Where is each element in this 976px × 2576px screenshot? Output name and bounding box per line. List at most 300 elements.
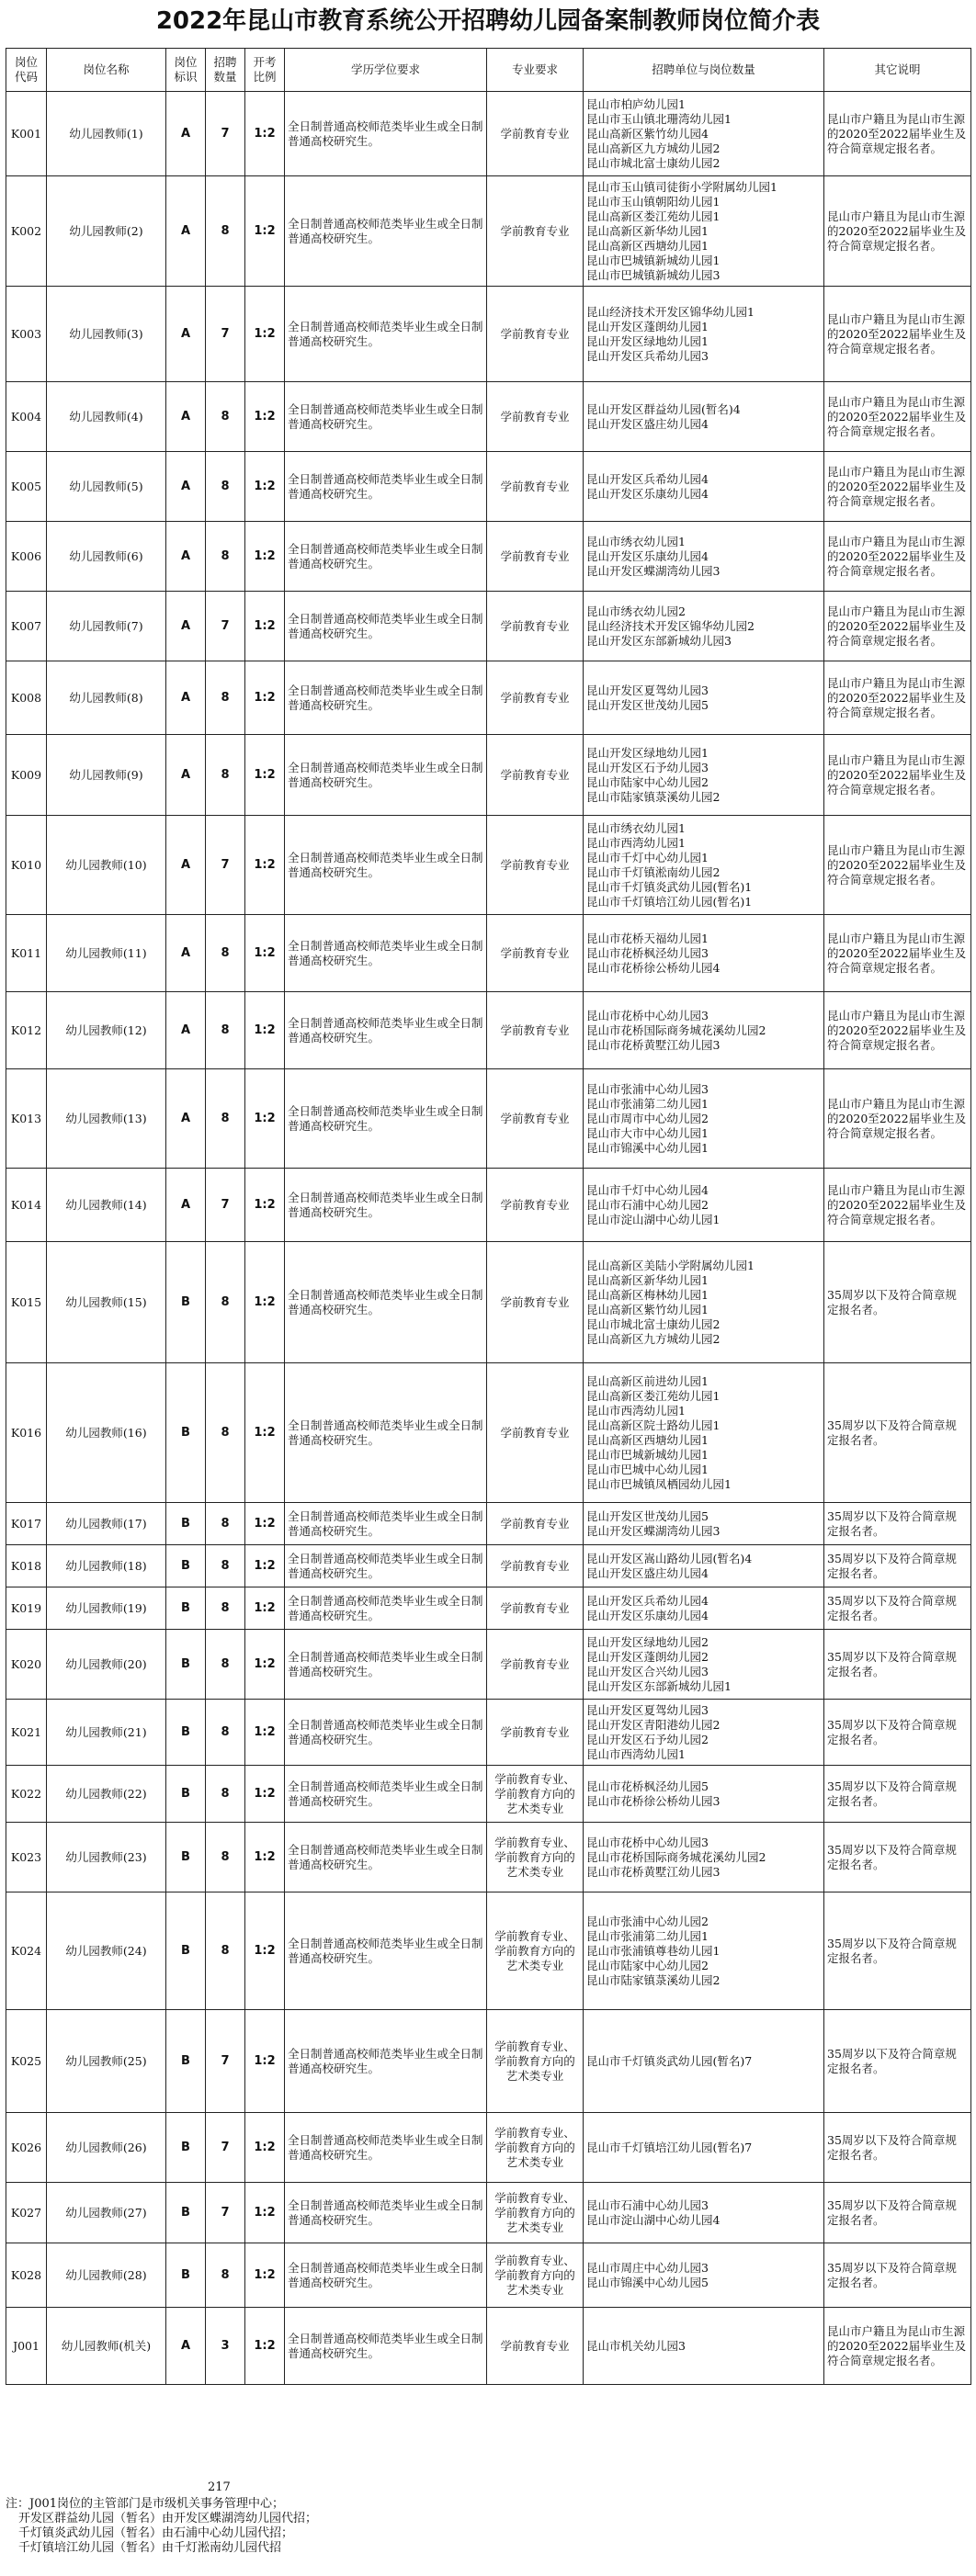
col-header-major: 专业要求 bbox=[487, 49, 584, 92]
cell-code: K014 bbox=[6, 1169, 47, 1242]
cell-tag: B bbox=[166, 2113, 206, 2183]
table-row bbox=[6, 1363, 971, 1503]
unit-line: 昆山开发区世茂幼儿园5 bbox=[586, 1508, 709, 1523]
cell-education: 全日制普通高校师范类毕业生或全日制普通高校研究生。 bbox=[285, 1630, 487, 1700]
cell-notes: 昆山市户籍且为昆山市生源的2020至2022届毕业生及符合简章规定报名者。 bbox=[824, 816, 971, 915]
cell-notes: 35周岁以下及符合简章规定报名者。 bbox=[824, 1892, 971, 2010]
cell-major: 学前教育专业、学前教育方向的艺术类专业 bbox=[487, 1892, 584, 2010]
cell-education: 全日制普通高校师范类毕业生或全日制普通高校研究生。 bbox=[285, 915, 487, 992]
cell-code: K027 bbox=[6, 2183, 47, 2243]
cell-notes: 35周岁以下及符合简章规定报名者。 bbox=[824, 1363, 971, 1503]
cell-name: 幼儿园教师(18) bbox=[47, 1545, 166, 1587]
cell-education: 全日制普通高校师范类毕业生或全日制普通高校研究生。 bbox=[285, 2113, 487, 2183]
cell-count: 8 bbox=[206, 1503, 245, 1545]
unit-line: 昆山开发区石予幼儿园2 bbox=[586, 1732, 709, 1746]
cell-name: 幼儿园教师(16) bbox=[47, 1363, 166, 1503]
cell-name: 幼儿园教师(27) bbox=[47, 2183, 166, 2243]
cell-ratio: 1:2 bbox=[245, 1503, 285, 1545]
cell-units bbox=[584, 2243, 824, 2308]
cell-count: 7 bbox=[206, 592, 245, 661]
cell-tag: A bbox=[166, 915, 206, 992]
unit-line: 昆山市西湾幼儿园1 bbox=[586, 1403, 686, 1418]
unit-line: 昆山市千灯中心幼儿园1 bbox=[586, 850, 709, 864]
cell-code: K016 bbox=[6, 1363, 47, 1503]
col-header-ratio: 开考比例 bbox=[245, 49, 285, 92]
cell-units bbox=[584, 287, 824, 382]
cell-name: 幼儿园教师(6) bbox=[47, 522, 166, 592]
cell-tag: B bbox=[166, 2243, 206, 2308]
cell-code: K007 bbox=[6, 592, 47, 661]
cell-ratio: 1:2 bbox=[245, 661, 285, 735]
table-row bbox=[6, 1242, 971, 1363]
table-row bbox=[6, 287, 971, 382]
cell-notes: 昆山市户籍且为昆山市生源的2020至2022届毕业生及符合简章规定报名者。 bbox=[824, 735, 971, 816]
cell-name: 幼儿园教师(10) bbox=[47, 816, 166, 915]
cell-units bbox=[584, 92, 824, 176]
cell-count: 8 bbox=[206, 382, 245, 452]
unit-line: 昆山开发区夏驾幼儿园3 bbox=[586, 1702, 709, 1717]
col-header-count: 招聘数量 bbox=[206, 49, 245, 92]
cell-code: K011 bbox=[6, 915, 47, 992]
table-row bbox=[6, 2010, 971, 2113]
cell-tag: A bbox=[166, 661, 206, 735]
cell-ratio: 1:2 bbox=[245, 92, 285, 176]
cell-code: K020 bbox=[6, 1630, 47, 1700]
unit-line: 昆山市巴城新城幼儿园1 bbox=[586, 1447, 709, 1462]
cell-major: 学前教育专业、学前教育方向的艺术类专业 bbox=[487, 1766, 584, 1823]
table-body bbox=[6, 92, 971, 2385]
cell-notes: 昆山市户籍且为昆山市生源的2020至2022届毕业生及符合简章规定报名者。 bbox=[824, 992, 971, 1069]
unit-line: 昆山市周市中心幼儿园2 bbox=[586, 1111, 709, 1125]
cell-name: 幼儿园教师(3) bbox=[47, 287, 166, 382]
cell-notes: 35周岁以下及符合简章规定报名者。 bbox=[824, 1766, 971, 1823]
cell-major: 学前教育专业 bbox=[487, 1630, 584, 1700]
cell-units bbox=[584, 2183, 824, 2243]
cell-major: 学前教育专业 bbox=[487, 452, 584, 522]
table-row bbox=[6, 1169, 971, 1242]
unit-line: 昆山市陆家中心幼儿园2 bbox=[586, 774, 709, 789]
unit-line: 昆山市柏庐幼儿园1 bbox=[586, 96, 686, 111]
cell-tag: A bbox=[166, 382, 206, 452]
cell-major: 学前教育专业 bbox=[487, 1363, 584, 1503]
cell-notes: 35周岁以下及符合简章规定报名者。 bbox=[824, 1630, 971, 1700]
cell-units bbox=[584, 1069, 824, 1169]
cell-ratio: 1:2 bbox=[245, 1545, 285, 1587]
cell-ratio: 1:2 bbox=[245, 1892, 285, 2010]
col-header-name: 岗位名称 bbox=[47, 49, 166, 92]
unit-line: 昆山市花桥黄墅江幼儿园3 bbox=[586, 1037, 721, 1052]
col-header-notes: 其它说明 bbox=[824, 49, 971, 92]
cell-tag: A bbox=[166, 2308, 206, 2385]
cell-name: 幼儿园教师(19) bbox=[47, 1587, 166, 1630]
cell-code: K028 bbox=[6, 2243, 47, 2308]
cell-units bbox=[584, 816, 824, 915]
cell-name: 幼儿园教师(5) bbox=[47, 452, 166, 522]
cell-units bbox=[584, 382, 824, 452]
cell-notes: 35周岁以下及符合简章规定报名者。 bbox=[824, 2010, 971, 2113]
cell-ratio: 1:2 bbox=[245, 452, 285, 522]
page-title: 2022年昆山市教育系统公开招聘幼儿园备案制教师岗位简介表 bbox=[155, 7, 821, 35]
cell-code: K019 bbox=[6, 1587, 47, 1630]
cell-count: 3 bbox=[206, 2308, 245, 2385]
unit-line: 昆山高新区紫竹幼儿园4 bbox=[586, 126, 709, 141]
cell-name: 幼儿园教师(8) bbox=[47, 661, 166, 735]
cell-name: 幼儿园教师(机关) bbox=[47, 2308, 166, 2385]
table-row bbox=[6, 2243, 971, 2308]
cell-tag: A bbox=[166, 92, 206, 176]
cell-name: 幼儿园教师(7) bbox=[47, 592, 166, 661]
unit-line: 昆山开发区兵希幼儿园3 bbox=[586, 348, 709, 363]
cell-education: 全日制普通高校师范类毕业生或全日制普通高校研究生。 bbox=[285, 1545, 487, 1587]
cell-major: 学前教育专业、学前教育方向的艺术类专业 bbox=[487, 1823, 584, 1892]
cell-count: 7 bbox=[206, 2010, 245, 2113]
cell-education: 全日制普通高校师范类毕业生或全日制普通高校研究生。 bbox=[285, 1700, 487, 1766]
cell-name: 幼儿园教师(25) bbox=[47, 2010, 166, 2113]
unit-line: 昆山市花桥中心幼儿园3 bbox=[586, 1835, 709, 1849]
cell-ratio: 1:2 bbox=[245, 1169, 285, 1242]
table-row bbox=[6, 992, 971, 1069]
footer-notes bbox=[6, 2497, 970, 2556]
cell-education: 全日制普通高校师范类毕业生或全日制普通高校研究生。 bbox=[285, 1892, 487, 2010]
table-row bbox=[6, 176, 971, 287]
cell-units bbox=[584, 1823, 824, 1892]
cell-units bbox=[584, 176, 824, 287]
table-header bbox=[6, 49, 971, 92]
table-row bbox=[6, 1700, 971, 1766]
cell-education: 全日制普通高校师范类毕业生或全日制普通高校研究生。 bbox=[285, 176, 487, 287]
cell-education: 全日制普通高校师范类毕业生或全日制普通高校研究生。 bbox=[285, 2010, 487, 2113]
unit-line: 昆山高新区紫竹幼儿园1 bbox=[586, 1302, 709, 1316]
cell-count: 8 bbox=[206, 1700, 245, 1766]
cell-notes: 昆山市户籍且为昆山市生源的2020至2022届毕业生及符合简章规定报名者。 bbox=[824, 176, 971, 287]
cell-units bbox=[584, 2010, 824, 2113]
table-row bbox=[6, 592, 971, 661]
unit-line: 昆山市花桥徐公桥幼儿园3 bbox=[586, 1793, 721, 1808]
cell-education: 全日制普通高校师范类毕业生或全日制普通高校研究生。 bbox=[285, 452, 487, 522]
cell-name: 幼儿园教师(24) bbox=[47, 1892, 166, 2010]
cell-code: K006 bbox=[6, 522, 47, 592]
cell-code: K008 bbox=[6, 661, 47, 735]
unit-line: 昆山市锦溪中心幼儿园1 bbox=[586, 1140, 709, 1155]
cell-units bbox=[584, 992, 824, 1069]
cell-name: 幼儿园教师(14) bbox=[47, 1169, 166, 1242]
cell-tag: A bbox=[166, 522, 206, 592]
cell-notes: 昆山市户籍且为昆山市生源的2020至2022届毕业生及符合简章规定报名者。 bbox=[824, 2308, 971, 2385]
cell-notes: 昆山市户籍且为昆山市生源的2020至2022届毕业生及符合简章规定报名者。 bbox=[824, 661, 971, 735]
unit-line: 昆山市绣衣幼儿园1 bbox=[586, 534, 686, 548]
unit-line: 昆山开发区乐康幼儿园4 bbox=[586, 1608, 709, 1622]
cell-ratio: 1:2 bbox=[245, 1363, 285, 1503]
unit-line: 昆山开发区东部新城幼儿园1 bbox=[586, 1678, 732, 1693]
cell-units bbox=[584, 1587, 824, 1630]
cell-name: 幼儿园教师(11) bbox=[47, 915, 166, 992]
unit-line: 昆山开发区青阳港幼儿园2 bbox=[586, 1717, 721, 1732]
unit-line: 昆山高新区新华幼儿园1 bbox=[586, 1272, 709, 1287]
cell-count: 7 bbox=[206, 816, 245, 915]
cell-units bbox=[584, 1700, 824, 1766]
cell-code: K022 bbox=[6, 1766, 47, 1823]
cell-name: 幼儿园教师(13) bbox=[47, 1069, 166, 1169]
unit-line: 昆山市张浦第二幼儿园1 bbox=[586, 1928, 709, 1943]
table-row bbox=[6, 2183, 971, 2243]
cell-notes: 昆山市户籍且为昆山市生源的2020至2022届毕业生及符合简章规定报名者。 bbox=[824, 287, 971, 382]
cell-tag: A bbox=[166, 816, 206, 915]
cell-code: K026 bbox=[6, 2113, 47, 2183]
unit-line: 昆山高新区前进幼儿园1 bbox=[586, 1373, 709, 1388]
cell-major: 学前教育专业 bbox=[487, 735, 584, 816]
unit-line: 昆山高新区梅林幼儿园1 bbox=[586, 1287, 709, 1302]
unit-line: 昆山经济技术开发区锦华幼儿园2 bbox=[586, 618, 755, 633]
cell-code: K012 bbox=[6, 992, 47, 1069]
unit-line: 昆山开发区绿地幼儿园1 bbox=[586, 333, 709, 348]
unit-line: 昆山开发区嵩山路幼儿园(暂名)4 bbox=[586, 1551, 753, 1565]
cell-code: K013 bbox=[6, 1069, 47, 1169]
cell-major: 学前教育专业、学前教育方向的艺术类专业 bbox=[487, 2010, 584, 2113]
unit-line: 昆山开发区群益幼儿园(暂名)4 bbox=[586, 401, 741, 416]
table-row bbox=[6, 1545, 971, 1587]
unit-line: 昆山市千灯镇炎武幼儿园(暂名)7 bbox=[586, 2053, 753, 2068]
table-row bbox=[6, 1892, 971, 2010]
unit-line: 昆山市张浦第二幼儿园1 bbox=[586, 1096, 709, 1111]
cell-code: K004 bbox=[6, 382, 47, 452]
unit-line: 昆山高新区新华幼儿园1 bbox=[586, 223, 709, 238]
cell-major: 学前教育专业 bbox=[487, 992, 584, 1069]
unit-line: 昆山高新区西塘幼儿园1 bbox=[586, 238, 709, 253]
table-row bbox=[6, 2113, 971, 2183]
unit-line: 昆山市千灯镇培江幼儿园(暂名)7 bbox=[586, 2140, 753, 2154]
footer-note-line: 注：J001岗位的主管部门是市级机关事务管理中心； bbox=[6, 2497, 285, 2511]
cell-units bbox=[584, 1363, 824, 1503]
unit-line: 昆山市千灯镇培江幼儿园(暂名)1 bbox=[586, 894, 753, 909]
cell-major: 学前教育专业 bbox=[487, 661, 584, 735]
cell-units bbox=[584, 592, 824, 661]
unit-line: 昆山开发区蓬朗幼儿园1 bbox=[586, 319, 709, 333]
unit-line: 昆山市花桥枫泾幼儿园5 bbox=[586, 1779, 709, 1793]
col-header-tag: 岗位标识 bbox=[166, 49, 206, 92]
unit-line: 昆山市花桥枫泾幼儿园3 bbox=[586, 945, 709, 960]
unit-line: 昆山市锦溪中心幼儿园5 bbox=[586, 2275, 709, 2289]
unit-line: 昆山开发区石予幼儿园3 bbox=[586, 760, 709, 774]
unit-line: 昆山开发区乐康幼儿园4 bbox=[586, 548, 709, 563]
cell-units bbox=[584, 915, 824, 992]
cell-tag: B bbox=[166, 1363, 206, 1503]
cell-ratio: 1:2 bbox=[245, 735, 285, 816]
unit-line: 昆山开发区合兴幼儿园3 bbox=[586, 1664, 709, 1678]
cell-name: 幼儿园教师(20) bbox=[47, 1630, 166, 1700]
cell-units bbox=[584, 1630, 824, 1700]
cell-ratio: 1:2 bbox=[245, 992, 285, 1069]
cell-units bbox=[584, 735, 824, 816]
cell-count: 8 bbox=[206, 1630, 245, 1700]
unit-line: 昆山市花桥天福幼儿园1 bbox=[586, 931, 709, 945]
cell-name: 幼儿园教师(15) bbox=[47, 1242, 166, 1363]
cell-count: 8 bbox=[206, 1242, 245, 1363]
cell-tag: B bbox=[166, 1630, 206, 1700]
cell-notes: 35周岁以下及符合简章规定报名者。 bbox=[824, 2243, 971, 2308]
cell-major: 学前教育专业 bbox=[487, 1545, 584, 1587]
unit-line: 昆山开发区盛庄幼儿园4 bbox=[586, 1565, 709, 1580]
footer-note-line: 千灯镇炎武幼儿园（暂名）由石浦中心幼儿园代招； bbox=[18, 2526, 294, 2540]
cell-code: K015 bbox=[6, 1242, 47, 1363]
cell-education: 全日制普通高校师范类毕业生或全日制普通高校研究生。 bbox=[285, 2243, 487, 2308]
table-row bbox=[6, 1823, 971, 1892]
cell-major: 学前教育专业 bbox=[487, 92, 584, 176]
cell-code: K018 bbox=[6, 1545, 47, 1587]
cell-major: 学前教育专业 bbox=[487, 2308, 584, 2385]
cell-notes: 昆山市户籍且为昆山市生源的2020至2022届毕业生及符合简章规定报名者。 bbox=[824, 592, 971, 661]
cell-code: K017 bbox=[6, 1503, 47, 1545]
cell-education: 全日制普通高校师范类毕业生或全日制普通高校研究生。 bbox=[285, 522, 487, 592]
cell-count: 7 bbox=[206, 92, 245, 176]
unit-line: 昆山高新区西塘幼儿园1 bbox=[586, 1432, 709, 1447]
cell-count: 7 bbox=[206, 2113, 245, 2183]
cell-notes: 35周岁以下及符合简章规定报名者。 bbox=[824, 2113, 971, 2183]
cell-notes: 昆山市户籍且为昆山市生源的2020至2022届毕业生及符合简章规定报名者。 bbox=[824, 1069, 971, 1169]
cell-tag: A bbox=[166, 1169, 206, 1242]
col-header-education: 学历学位要求 bbox=[285, 49, 487, 92]
cell-count: 8 bbox=[206, 992, 245, 1069]
cell-ratio: 1:2 bbox=[245, 592, 285, 661]
unit-line: 昆山市张浦中心幼儿园3 bbox=[586, 1081, 709, 1096]
cell-code: K023 bbox=[6, 1823, 47, 1892]
unit-line: 昆山市机关幼儿园3 bbox=[586, 2338, 686, 2353]
unit-line: 昆山市花桥国际商务城花溪幼儿园2 bbox=[586, 1849, 766, 1864]
cell-code: J001 bbox=[6, 2308, 47, 2385]
unit-line: 昆山高新区娄江苑幼儿园1 bbox=[586, 209, 721, 223]
table-row bbox=[6, 1503, 971, 1545]
cell-units bbox=[584, 1242, 824, 1363]
cell-notes: 35周岁以下及符合简章规定报名者。 bbox=[824, 1700, 971, 1766]
cell-count: 8 bbox=[206, 1892, 245, 2010]
cell-ratio: 1:2 bbox=[245, 1242, 285, 1363]
cell-education: 全日制普通高校师范类毕业生或全日制普通高校研究生。 bbox=[285, 661, 487, 735]
cell-notes: 昆山市户籍且为昆山市生源的2020至2022届毕业生及符合简章规定报名者。 bbox=[824, 452, 971, 522]
cell-tag: A bbox=[166, 176, 206, 287]
cell-code: K002 bbox=[6, 176, 47, 287]
cell-count: 8 bbox=[206, 1587, 245, 1630]
unit-line: 昆山高新区娄江苑幼儿园1 bbox=[586, 1388, 721, 1403]
cell-major: 学前教育专业 bbox=[487, 1069, 584, 1169]
table-row bbox=[6, 382, 971, 452]
cell-major: 学前教育专业 bbox=[487, 1700, 584, 1766]
table-row bbox=[6, 661, 971, 735]
table-row bbox=[6, 92, 971, 176]
cell-count: 8 bbox=[206, 1766, 245, 1823]
cell-ratio: 1:2 bbox=[245, 816, 285, 915]
unit-line: 昆山市大市中心幼儿园1 bbox=[586, 1125, 709, 1140]
cell-notes: 昆山市户籍且为昆山市生源的2020至2022届毕业生及符合简章规定报名者。 bbox=[824, 1169, 971, 1242]
unit-line: 昆山高新区九方城幼儿园2 bbox=[586, 1331, 721, 1346]
unit-line: 昆山开发区乐康幼儿园4 bbox=[586, 486, 709, 501]
cell-tag: B bbox=[166, 1503, 206, 1545]
cell-tag: A bbox=[166, 992, 206, 1069]
cell-major: 学前教育专业 bbox=[487, 382, 584, 452]
cell-ratio: 1:2 bbox=[245, 287, 285, 382]
cell-units bbox=[584, 2113, 824, 2183]
cell-tag: B bbox=[166, 1892, 206, 2010]
cell-education: 全日制普通高校师范类毕业生或全日制普通高校研究生。 bbox=[285, 1242, 487, 1363]
cell-count: 8 bbox=[206, 735, 245, 816]
unit-line: 昆山市玉山镇朝阳幼儿园1 bbox=[586, 194, 721, 209]
cell-tag: A bbox=[166, 592, 206, 661]
cell-ratio: 1:2 bbox=[245, 382, 285, 452]
cell-notes: 35周岁以下及符合简章规定报名者。 bbox=[824, 2183, 971, 2243]
cell-education: 全日制普通高校师范类毕业生或全日制普通高校研究生。 bbox=[285, 1587, 487, 1630]
cell-education: 全日制普通高校师范类毕业生或全日制普通高校研究生。 bbox=[285, 1766, 487, 1823]
unit-line: 昆山市千灯镇淞南幼儿园2 bbox=[586, 864, 721, 879]
cell-tag: B bbox=[166, 1766, 206, 1823]
cell-education: 全日制普通高校师范类毕业生或全日制普通高校研究生。 bbox=[285, 735, 487, 816]
cell-count: 8 bbox=[206, 522, 245, 592]
cell-code: K024 bbox=[6, 1892, 47, 2010]
cell-notes: 昆山市户籍且为昆山市生源的2020至2022届毕业生及符合简章规定报名者。 bbox=[824, 915, 971, 992]
cell-code: K005 bbox=[6, 452, 47, 522]
unit-line: 昆山开发区绿地幼儿园1 bbox=[586, 745, 709, 760]
unit-line: 昆山市城北富士康幼儿园2 bbox=[586, 155, 721, 170]
cell-major: 学前教育专业 bbox=[487, 1242, 584, 1363]
unit-line: 昆山市西湾幼儿园1 bbox=[586, 1746, 686, 1761]
cell-units bbox=[584, 661, 824, 735]
unit-line: 昆山高新区院士路幼儿园1 bbox=[586, 1418, 721, 1432]
unit-line: 昆山市巴城镇凤栖园幼儿园1 bbox=[586, 1476, 732, 1491]
unit-line: 昆山市淀山湖中心幼儿园4 bbox=[586, 2212, 721, 2227]
unit-line: 昆山市张浦镇尊巷幼儿园1 bbox=[586, 1943, 721, 1958]
cell-major: 学前教育专业、学前教育方向的艺术类专业 bbox=[487, 2243, 584, 2308]
cell-notes: 35周岁以下及符合简章规定报名者。 bbox=[824, 1823, 971, 1892]
cell-major: 学前教育专业 bbox=[487, 816, 584, 915]
table-row bbox=[6, 915, 971, 992]
unit-line: 昆山市绣衣幼儿园1 bbox=[586, 820, 686, 835]
cell-notes: 昆山市户籍且为昆山市生源的2020至2022届毕业生及符合简章规定报名者。 bbox=[824, 522, 971, 592]
cell-tag: B bbox=[166, 2010, 206, 2113]
cell-major: 学前教育专业、学前教育方向的艺术类专业 bbox=[487, 2183, 584, 2243]
unit-line: 昆山市西湾幼儿园1 bbox=[586, 835, 686, 850]
cell-major: 学前教育专业 bbox=[487, 176, 584, 287]
footer-note-line: 千灯镇培江幼儿园（暂名）由千灯淞南幼儿园代招 bbox=[18, 2541, 282, 2555]
cell-name: 幼儿园教师(1) bbox=[47, 92, 166, 176]
cell-major: 学前教育专业 bbox=[487, 592, 584, 661]
cell-count: 8 bbox=[206, 452, 245, 522]
unit-line: 昆山市花桥黄墅江幼儿园3 bbox=[586, 1864, 721, 1879]
footer-note-line: 开发区群益幼儿园（暂名）由开发区蝶湖湾幼儿园代招； bbox=[18, 2512, 318, 2525]
cell-name: 幼儿园教师(21) bbox=[47, 1700, 166, 1766]
cell-ratio: 1:2 bbox=[245, 2243, 285, 2308]
cell-notes: 35周岁以下及符合简章规定报名者。 bbox=[824, 1242, 971, 1363]
cell-major: 学前教育专业 bbox=[487, 1503, 584, 1545]
cell-ratio: 1:2 bbox=[245, 176, 285, 287]
table-row bbox=[6, 1630, 971, 1700]
cell-education: 全日制普通高校师范类毕业生或全日制普通高校研究生。 bbox=[285, 92, 487, 176]
cell-education: 全日制普通高校师范类毕业生或全日制普通高校研究生。 bbox=[285, 2308, 487, 2385]
unit-line: 昆山市玉山镇司徒街小学附属幼儿园1 bbox=[586, 179, 777, 194]
cell-units bbox=[584, 2308, 824, 2385]
cell-name: 幼儿园教师(23) bbox=[47, 1823, 166, 1892]
cell-ratio: 1:2 bbox=[245, 1587, 285, 1630]
cell-count: 8 bbox=[206, 915, 245, 992]
cell-notes: 35周岁以下及符合简章规定报名者。 bbox=[824, 1503, 971, 1545]
unit-line: 昆山市淀山湖中心幼儿园1 bbox=[586, 1212, 721, 1226]
table-row bbox=[6, 1766, 971, 1823]
cell-tag: B bbox=[166, 1587, 206, 1630]
table-row bbox=[6, 522, 971, 592]
unit-line: 昆山市周庄中心幼儿园3 bbox=[586, 2260, 709, 2275]
cell-tag: A bbox=[166, 287, 206, 382]
cell-ratio: 1:2 bbox=[245, 1766, 285, 1823]
cell-units bbox=[584, 1169, 824, 1242]
cell-tag: B bbox=[166, 2183, 206, 2243]
table-row bbox=[6, 452, 971, 522]
cell-count: 7 bbox=[206, 1169, 245, 1242]
